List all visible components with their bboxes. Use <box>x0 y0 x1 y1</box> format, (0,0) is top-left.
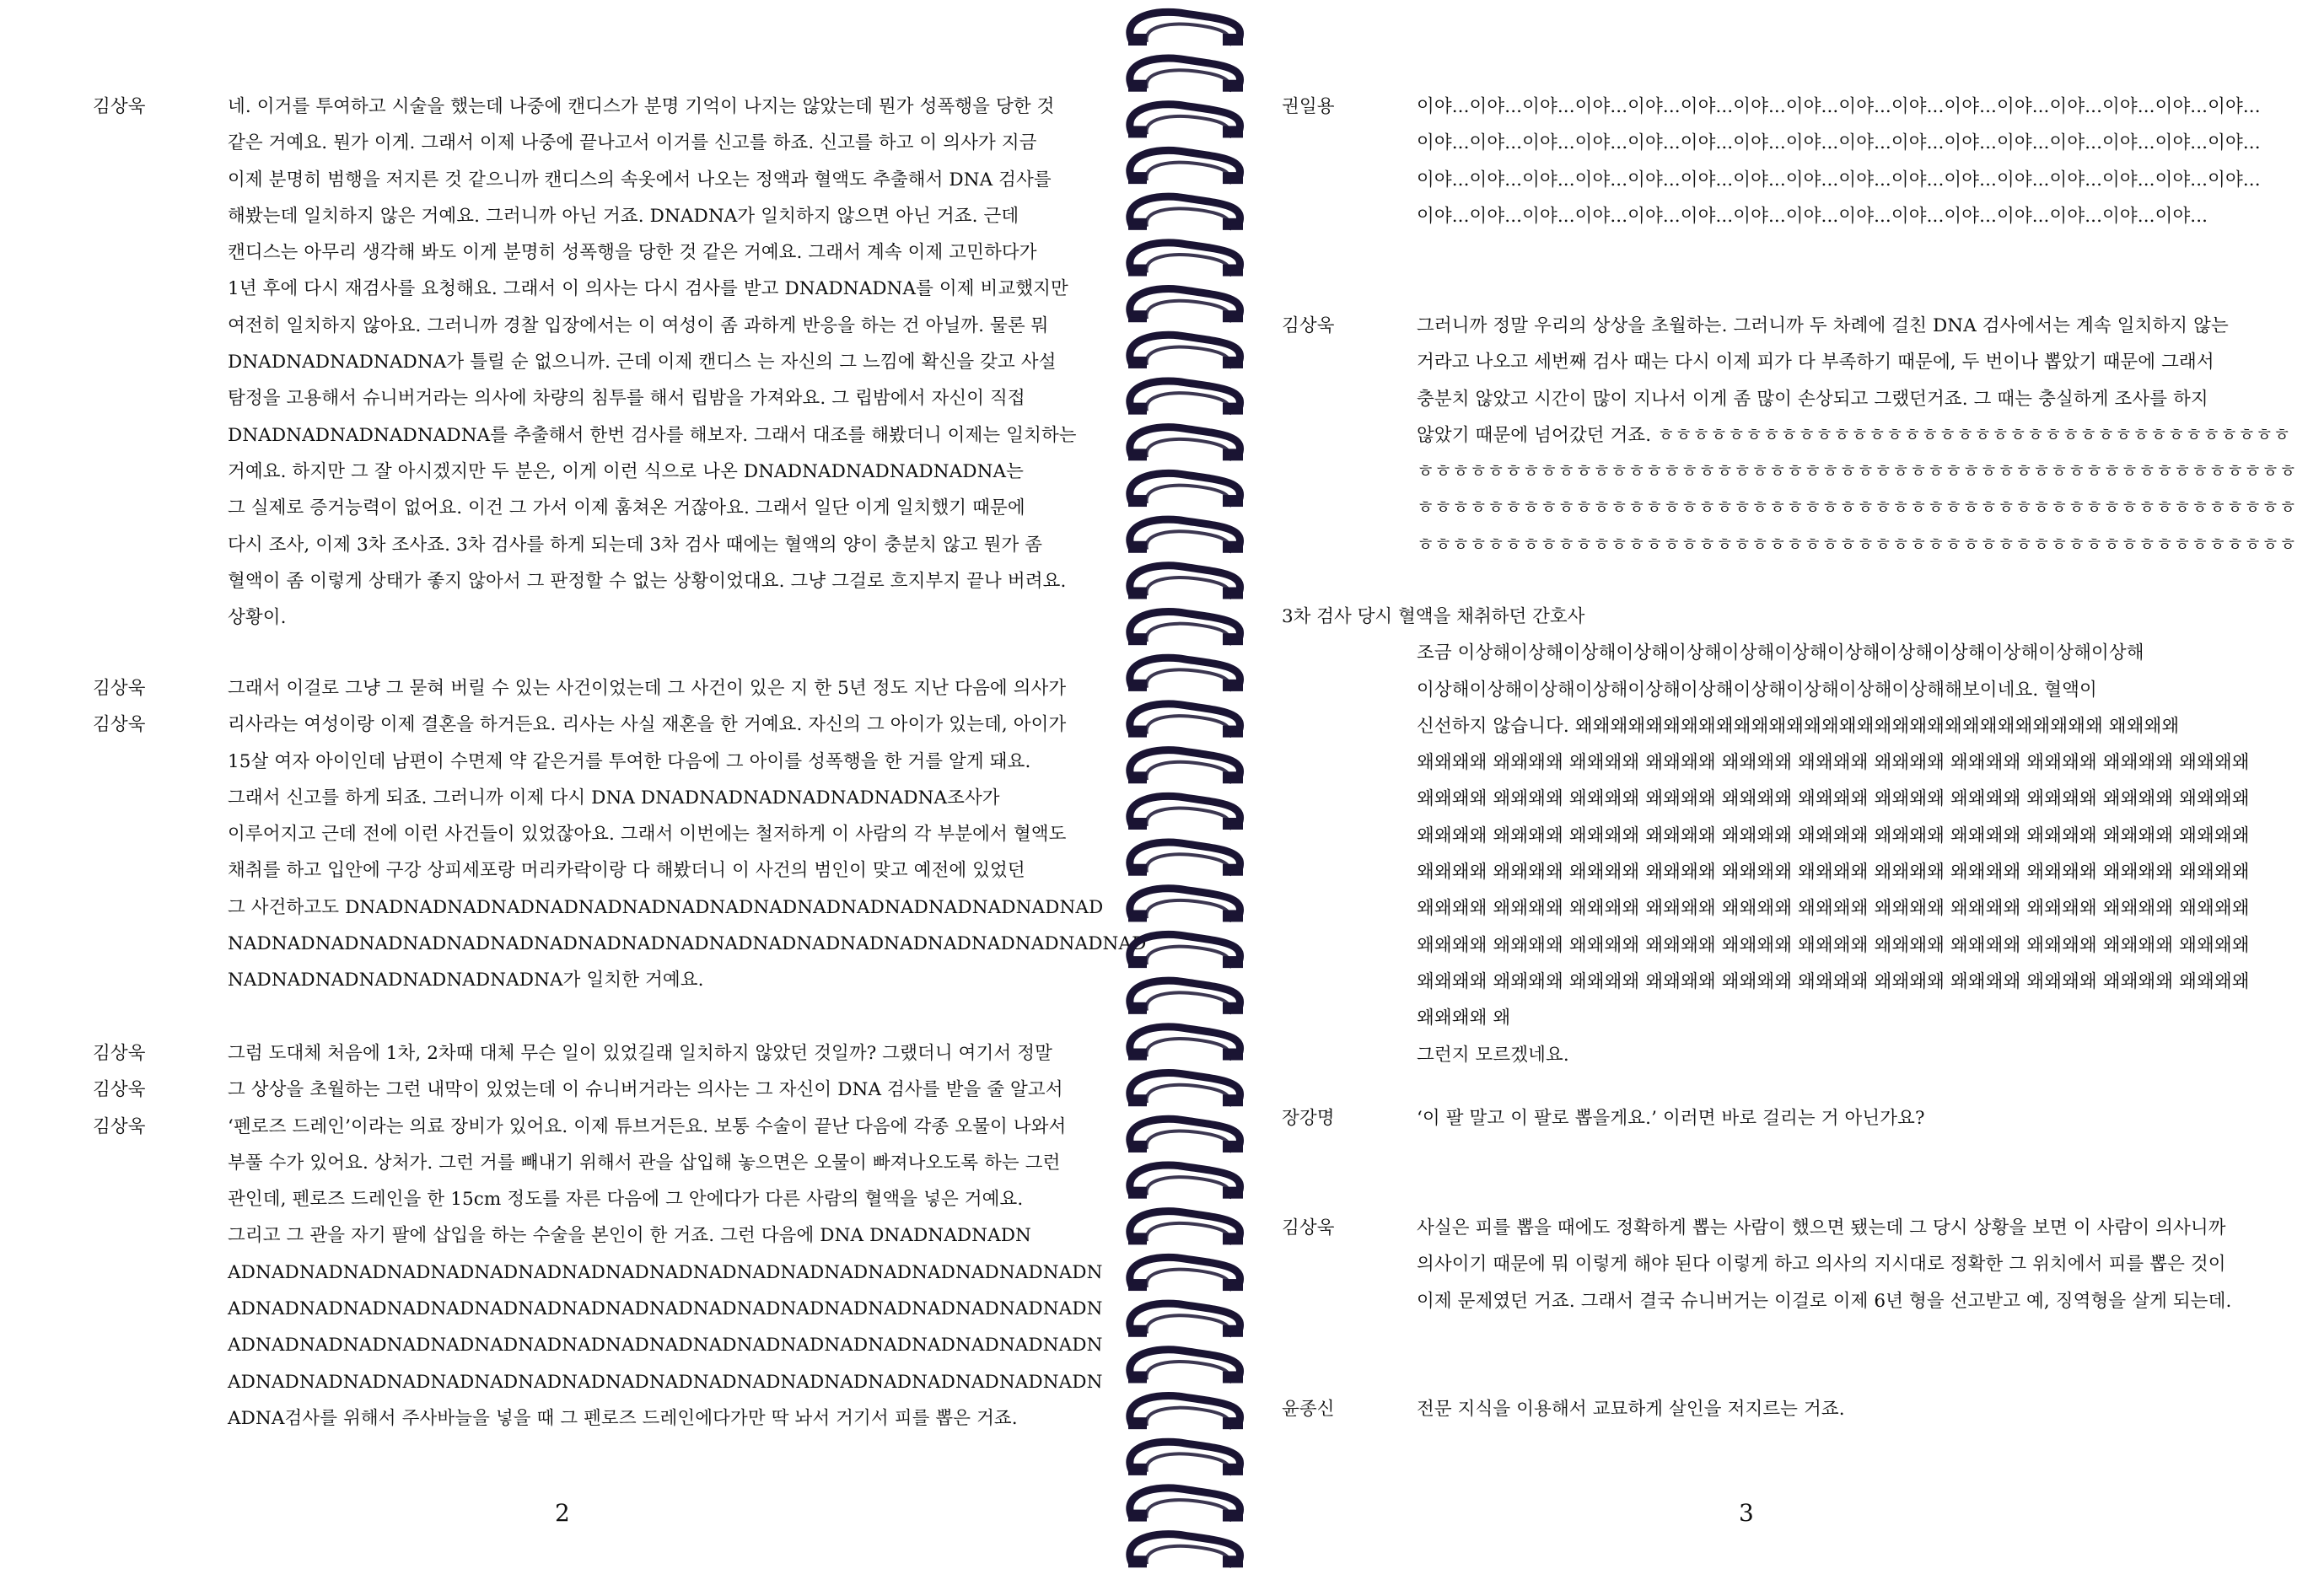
dialogue-line: ㅎㅎㅎㅎㅎㅎㅎㅎㅎㅎㅎㅎㅎㅎㅎㅎㅎㅎㅎㅎㅎㅎㅎㅎㅎㅎㅎㅎㅎㅎㅎㅎㅎㅎㅎㅎㅎㅎㅎㅎㅎㅎㅎㅎㅎㅎㅎㅎㅎㅎ <box>1417 534 2297 556</box>
dialogue-line: 이루어지고 근데 전에 이런 사건들이 있었잖아요. 그래서 이번에는 철저하게 이 사람의 각 부분에서 혈액도 <box>228 824 1067 846</box>
dialogue-line: 이제 분명히 범행을 저지른 것 같으니까 캔디스의 속옷에서 나오는 정액과 혈액도 추출해서 DNA 검사를 <box>228 169 1052 191</box>
dialogue-line: 왜왜왜왜 왜왜왜왜 왜왜왜왜 왜왜왜왜 왜왜왜왜 왜왜왜왜 왜왜왜왜 왜왜왜왜 왜왜왜왜 왜왜왜왜 왜왜왜왜 <box>1417 825 2250 846</box>
coil-ring <box>1128 750 1243 784</box>
coil-ring <box>1128 981 1243 1014</box>
dialogue-line: 이제 문제였던 거죠. 그래서 결국 슈니버거는 이걸로 이제 6년 형을 선고받고 예, 징역형을 살게 되는데. <box>1417 1290 2232 1312</box>
coil-ring <box>1128 1257 1243 1291</box>
dialogue-line: 그럼 도대체 처음에 1차, 2차때 대체 무슨 일이 있었길래 일치하지 않았던 것일까? 그랬더니 여기서 정말 <box>228 1043 1052 1064</box>
dialogue-line: 1년 후에 다시 재검사를 요청해요. 그래서 이 의사는 다시 검사를 받고 DNADNADNA를 이제 비교했지만 <box>228 278 1068 300</box>
dialogue-line: ‘펜로즈 드레인’이라는 의료 장비가 있어요. 이제 튜브거든요. 보통 수술이 끝난 다음에 각종 오물이 나와서 <box>228 1115 1067 1137</box>
coil-ring <box>1128 381 1243 415</box>
left-page <box>0 0 1147 1585</box>
dialogue-line: ADNADNADNADNADNADNADNADNADNADNADNADNADNADNADNADNADNADNADNADN <box>228 1298 1103 1320</box>
dialogue-line: 충분치 않았고 시간이 많이 지나서 이게 좀 많이 손상되고 그랬던거죠. 그 때는 충실하게 조사를 하지 <box>1417 388 2208 410</box>
dialogue-line: 조금 이상해이상해이상해이상해이상해이상해이상해이상해이상해이상해이상해이상해이상해 <box>1417 642 2144 664</box>
dialogue-line: 상황이. <box>228 607 287 629</box>
page-number-left: 2 <box>555 1499 570 1527</box>
dialogue-line: 다시 조사, 이제 3차 조사죠. 3차 검사를 하게 되는데 3차 검사 때에는 혈액의 양이 충분치 않고 뭔가 좀 <box>228 534 1043 556</box>
coil-ring <box>1128 1119 1243 1152</box>
coil-ring <box>1128 335 1243 368</box>
speaker-name: 장강명 <box>1282 1108 1335 1129</box>
spiral-binding-icon <box>1105 0 1265 1585</box>
coil-ring <box>1128 105 1243 138</box>
speaker-name: 김상욱 <box>93 1043 146 1064</box>
coil-ring <box>1128 1350 1243 1384</box>
coil-ring <box>1128 196 1243 230</box>
dialogue-line: 왜왜왜왜 왜왜왜왜 왜왜왜왜 왜왜왜왜 왜왜왜왜 왜왜왜왜 왜왜왜왜 왜왜왜왜 왜왜왜왜 왜왜왜왜 왜왜왜왜 <box>1417 788 2250 810</box>
dialogue-line: 이야...이야...이야...이야...이야...이야...이야...이야...이야...이야...이야...이야...이야...이야...이야... <box>1417 205 2208 227</box>
dialogue-block <box>1282 89 2261 234</box>
dialogue-line: ㅎㅎㅎㅎㅎㅎㅎㅎㅎㅎㅎㅎㅎㅎㅎㅎㅎㅎㅎㅎㅎㅎㅎㅎㅎㅎㅎㅎㅎㅎㅎㅎㅎㅎㅎㅎㅎㅎㅎㅎㅎㅎㅎㅎㅎㅎㅎㅎㅎㅎ <box>1417 497 2297 519</box>
dialogue-line: ADNADNADNADNADNADNADNADNADNADNADNADNADNADNADNADNADNADNADNADN <box>228 1335 1103 1357</box>
dialogue-line: 이야...이야...이야...이야...이야...이야...이야...이야...이야...이야...이야...이야...이야...이야...이야...이야... <box>1417 169 2261 191</box>
dialogue-line: ADNADNADNADNADNADNADNADNADNADNADNADNADNADNADNADNADNADNADNADN <box>228 1371 1103 1393</box>
coil-ring <box>1128 427 1243 461</box>
coil-ring <box>1128 1212 1243 1245</box>
dialogue-line: 관인데, 펜로즈 드레인을 한 15cm 정도를 자른 다음에 그 안에다가 다른 사람의 혈액을 넣은 거예요. <box>228 1189 1024 1211</box>
dialogue-line: 이야...이야...이야...이야...이야...이야...이야...이야...이야...이야...이야...이야...이야...이야...이야...이야... <box>1417 96 2261 117</box>
dialogue-line: 해봤는데 일치하지 않은 거예요. 그러니까 아닌 거죠. DNADNA가 일치하지 않으면 아닌 거죠. 근데 <box>228 205 1019 227</box>
speaker-name: 김상욱 <box>93 1115 146 1137</box>
dialogue-line: 않았기 때문에 넘어갔던 거죠. ㅎㅎㅎㅎㅎㅎㅎㅎㅎㅎㅎㅎㅎㅎㅎㅎㅎㅎㅎㅎㅎㅎㅎㅎㅎㅎㅎㅎㅎㅎㅎㅎㅎㅎㅎㅎ <box>1417 424 2291 446</box>
coil-ring <box>1128 566 1243 599</box>
coil-ring <box>1128 1073 1243 1107</box>
dialogue-block <box>93 1035 1103 1437</box>
dialogue-line: 부풀 수가 있어요. 상처가. 그런 거를 빼내기 위해서 관을 삽입해 놓으면은 오물이 빠져나오도록 하는 그런 <box>228 1152 1061 1174</box>
right-page <box>1265 0 2324 1585</box>
dialogue-line: 탐정을 고용해서 슈니버거라는 의사에 차량의 침투를 해서 립밤을 가져와요. 그 립밤에서 자신이 직접 <box>228 388 1025 410</box>
coil-ring <box>1128 519 1243 553</box>
dialogue-block <box>1282 599 2250 1073</box>
coil-ring <box>1128 658 1243 691</box>
coil-ring <box>1128 473 1243 507</box>
dialogue-line: 그래서 신고를 하게 되죠. 그러니까 이제 다시 DNA DNADNADNADNADNADNADNA조사가 <box>228 787 1000 809</box>
dialogue-line: 왜왜왜왜 왜왜왜왜 왜왜왜왜 왜왜왜왜 왜왜왜왜 왜왜왜왜 왜왜왜왜 왜왜왜왜 왜왜왜왜 왜왜왜왜 왜왜왜왜 <box>1417 862 2250 884</box>
coil-ring <box>1128 150 1243 184</box>
coil-ring <box>1128 1534 1243 1568</box>
dialogue-line: 왜왜왜왜 왜왜왜왜 왜왜왜왜 왜왜왜왜 왜왜왜왜 왜왜왜왜 왜왜왜왜 왜왜왜왜 왜왜왜왜 왜왜왜왜 왜왜왜왜 <box>1417 752 2250 774</box>
coil-ring <box>1128 12 1243 46</box>
coil-ring <box>1128 58 1243 92</box>
dialogue-line: 그 상상을 초월하는 그런 내막이 있었는데 이 슈니버거라는 의사는 그 자신이 DNA 검사를 받을 줄 알고서 <box>228 1079 1063 1101</box>
speaker-name: 김상욱 <box>1282 1217 1335 1238</box>
dialogue-line: 왜왜왜왜 왜 <box>1417 1007 1511 1029</box>
coil-ring <box>1128 1165 1243 1199</box>
speaker-name: 김상욱 <box>93 1079 146 1101</box>
dialogue-block <box>93 89 1077 636</box>
dialogue-line: NADNADNADNADNADNADNADNA가 일치한 거예요. <box>228 970 704 991</box>
dialogue-line: 같은 거예요. 뭔가 이게. 그래서 이제 나중에 끝나고서 이거를 신고를 하죠. 신고를 하고 이 의사가 지금 <box>228 132 1037 154</box>
coil-ring <box>1128 842 1243 876</box>
dialogue-line: 혈액이 좀 이렇게 상태가 좋지 않아서 그 판정할 수 없는 상황이었대요. 그냥 그걸로 흐지부지 끝나 버려요. <box>228 570 1067 592</box>
dialogue-line: 신선하지 않습니다. 왜왜왜왜왜왜왜왜왜왜왜왜왜왜왜왜왜왜왜왜왜왜왜왜왜왜왜왜왜왜 왜왜왜왜 <box>1417 715 2180 737</box>
coil-ring <box>1128 1488 1243 1522</box>
coil-ring <box>1128 289 1243 323</box>
dialogue-line: 캔디스는 아무리 생각해 봐도 이게 분명히 성폭행을 당한 것 같은 거예요. 그래서 계속 이제 고민하다가 <box>228 242 1037 264</box>
dialogue-block <box>93 670 1146 999</box>
speaker-name: 김상욱 <box>1282 315 1335 336</box>
dialogue-line: 사실은 피를 뽑을 때에도 정확하게 뽑는 사람이 했으면 됐는데 그 당시 상황을 보면 이 사람이 의사니까 <box>1417 1217 2226 1238</box>
dialogue-line: ㅎㅎㅎㅎㅎㅎㅎㅎㅎㅎㅎㅎㅎㅎㅎㅎㅎㅎㅎㅎㅎㅎㅎㅎㅎㅎㅎㅎㅎㅎㅎㅎㅎㅎㅎㅎㅎㅎㅎㅎㅎㅎㅎㅎㅎㅎㅎㅎㅎㅎ <box>1417 461 2297 483</box>
coil-ring <box>1128 1027 1243 1061</box>
coil-ring <box>1128 243 1243 277</box>
coil-ring <box>1128 889 1243 922</box>
dialogue-block <box>1282 1210 2231 1319</box>
dialogue-line: ADNA검사를 위해서 주사바늘을 넣을 때 그 펜로즈 드레인에다가만 딱 놔서 거기서 피를 뽑은 거죠. <box>228 1407 1018 1429</box>
dialogue-line: 거예요. 하지만 그 잘 아시겠지만 두 분은, 이게 이런 식으로 나온 DNADNADNADNADNADNA는 <box>228 460 1025 482</box>
coil-ring <box>1128 1442 1243 1475</box>
dialogue-line: 그리고 그 관을 자기 팔에 삽입을 하는 수술을 본인이 한 거죠. 그런 다음에 DNA DNADNADNADN <box>228 1225 1031 1247</box>
speaker-name: 김상욱 <box>93 678 146 699</box>
dialogue-line: DNADNADNADNADNA가 틀릴 순 없으니까. 근데 이제 캔디스 는 자신의 그 느낌에 확신을 갖고 사설 <box>228 352 1057 373</box>
dialogue-line: 왜왜왜왜 왜왜왜왜 왜왜왜왜 왜왜왜왜 왜왜왜왜 왜왜왜왜 왜왜왜왜 왜왜왜왜 왜왜왜왜 왜왜왜왜 왜왜왜왜 <box>1417 970 2250 992</box>
coil-ring <box>1128 1303 1243 1337</box>
dialogue-line: 그 실제로 증거능력이 없어요. 이건 그 가서 이제 훔쳐온 거잖아요. 그래서 일단 이게 일치했기 때문에 <box>228 497 1025 519</box>
dialogue-block <box>1282 1391 1845 1427</box>
dialogue-line: 그래서 이걸로 그냥 그 묻혀 버릴 수 있는 사건이었는데 그 사건이 있은 지 한 5년 정도 지난 다음에 의사가 <box>228 678 1067 699</box>
coil-ring <box>1128 796 1243 830</box>
dialogue-line: 15살 여자 아이인데 남편이 수면제 약 같은거를 투여한 다음에 그 아이를 성폭행을 한 거를 알게 돼요. <box>228 750 1031 772</box>
dialogue-line: 그런지 모르겠네요. <box>1417 1044 1569 1066</box>
dialogue-block <box>1282 1100 1925 1136</box>
dialogue-line: 왜왜왜왜 왜왜왜왜 왜왜왜왜 왜왜왜왜 왜왜왜왜 왜왜왜왜 왜왜왜왜 왜왜왜왜 왜왜왜왜 왜왜왜왜 왜왜왜왜 <box>1417 898 2250 920</box>
dialogue-line: NADNADNADNADNADNADNADNADNADNADNADNADNADNADNADNADNADNADNADNADNAD <box>228 933 1147 955</box>
coil-ring <box>1128 704 1243 738</box>
dialogue-line: 이상해이상해이상해이상해이상해이상해이상해이상해이상해이상해해보이네요. 혈액이 <box>1417 679 2097 701</box>
dialogue-line: 이야...이야...이야...이야...이야...이야...이야...이야...이야...이야...이야...이야...이야...이야...이야...이야... <box>1417 132 2261 154</box>
dialogue-line: 그 사건하고도 DNADNADNADNADNADNADNADNADNADNADNADNADNADNADNADNADNAD <box>228 896 1104 918</box>
dialogue-line: 네. 이거를 투여하고 시술을 했는데 나중에 캔디스가 분명 기억이 나지는 않았는데 뭔가 성폭행을 당한 것 <box>228 96 1055 117</box>
dialogue-line: 의사이기 때문에 뭐 이렇게 해야 된다 이렇게 하고 의사의 지시대로 정확한 그 위치에서 피를 뽑은 것이 <box>1417 1254 2226 1276</box>
dialogue-line: DNADNADNADNADNADNA를 추출해서 한번 검사를 해보자. 그래서 대조를 해봤더니 이제는 일치하는 <box>228 424 1077 446</box>
speaker-name: 3차 검사 당시 혈액을 채취하던 간호사 <box>1282 606 1585 627</box>
dialogue-line: 여전히 일치하지 않아요. 그러니까 경찰 입장에서는 이 여성이 좀 과하게 반응을 하는 건 아닐까. 물론 뭐 <box>228 314 1049 336</box>
dialogue-line: 전문 지식을 이용해서 교묘하게 살인을 저지르는 거죠. <box>1417 1399 1845 1420</box>
page-number-right: 3 <box>1739 1499 1754 1527</box>
dialogue-line: 채취를 하고 입안에 구강 상피세포랑 머리카락이랑 다 해봤더니 이 사건의 범인이 맞고 예전에 있었던 <box>228 860 1025 882</box>
dialogue-line: 그러니까 정말 우리의 상상을 초월하는. 그러니까 두 차례에 걸친 DNA 검사에서는 계속 일치하지 않는 <box>1417 315 2229 336</box>
speaker-name: 김상욱 <box>93 96 146 117</box>
coil-ring <box>1128 612 1243 646</box>
dialogue-line: 리사라는 여성이랑 이제 결혼을 하거든요. 리사는 사실 재혼을 한 거예요. 자신의 그 아이가 있는데, 아이가 <box>228 714 1067 736</box>
dialogue-line: 왜왜왜왜 왜왜왜왜 왜왜왜왜 왜왜왜왜 왜왜왜왜 왜왜왜왜 왜왜왜왜 왜왜왜왜 왜왜왜왜 왜왜왜왜 왜왜왜왜 <box>1417 934 2250 956</box>
speaker-name: 권일용 <box>1282 96 1335 117</box>
dialogue-block <box>1282 308 2296 563</box>
dialogue-line: ‘이 팔 말고 이 팔로 뽑을게요.’ 이러면 바로 걸리는 거 아닌가요? <box>1417 1108 1925 1129</box>
dialogue-line: ADNADNADNADNADNADNADNADNADNADNADNADNADNADNADNADNADNADNADNADN <box>228 1261 1103 1283</box>
speaker-name: 김상욱 <box>93 714 146 736</box>
speaker-name: 윤종신 <box>1282 1399 1335 1420</box>
dialogue-line: 거라고 나오고 세번째 검사 때는 다시 이제 피가 다 부족하기 때문에, 두 번이나 뽑았기 때문에 그래서 <box>1417 352 2214 373</box>
coil-ring <box>1128 934 1243 968</box>
coil-ring <box>1128 1396 1243 1430</box>
